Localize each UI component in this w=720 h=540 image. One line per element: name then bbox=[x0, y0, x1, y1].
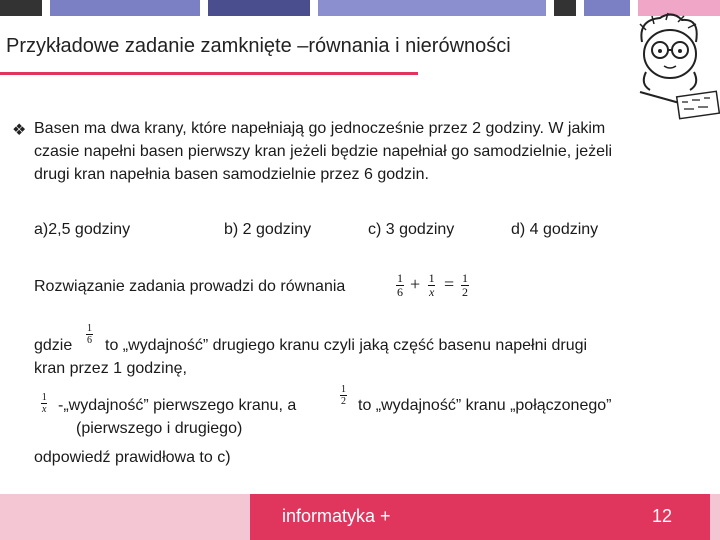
combined-tap-note: (pierwszego i drugiego) bbox=[76, 420, 243, 437]
top-bar-segment bbox=[208, 0, 310, 16]
top-color-bar bbox=[0, 0, 720, 16]
question-line: drugi kran napełnia basen samodzielnie przez 6 godzin. bbox=[34, 166, 429, 183]
title-underline bbox=[0, 72, 418, 75]
fraction-half: $\frac{1}{2}$ bbox=[341, 384, 346, 407]
footer-brand: informatyka + bbox=[282, 506, 391, 526]
top-bar-segment bbox=[554, 0, 576, 16]
where-word: gdzie bbox=[34, 337, 73, 354]
where-explanation-cont: kran przez 1 godzinę, bbox=[34, 360, 187, 377]
footer-bar bbox=[0, 494, 720, 540]
answer-option-a: a)2,5 godziny bbox=[34, 221, 131, 238]
student-cartoon-icon bbox=[620, 12, 720, 122]
top-bar-segment bbox=[318, 0, 546, 16]
where-fraction: $\frac{1}{6}$ bbox=[87, 323, 92, 346]
equation-fraction: $\frac{1}{6}$ bbox=[397, 271, 403, 299]
solution-intro: Rozwiązanie zadania prowadzi do równania bbox=[34, 278, 346, 295]
first-tap-explanation: -„wydajność” pierwszego kranu, a bbox=[58, 397, 297, 414]
fraction-x: $\frac{1}{x}$ bbox=[41, 392, 47, 415]
top-bar-segment bbox=[50, 0, 200, 16]
question-line: czasie napełni basen pierwszy kran jeżeli będzie napełniał go samodzielnie, jeżeli bbox=[34, 143, 613, 160]
combined-tap-explanation: to „wydajność” kranu „połączonego” bbox=[358, 397, 612, 414]
correct-answer: odpowiedź prawidłowa to c) bbox=[34, 449, 231, 466]
slide-title: Przykładowe zadanie zamknięte –równania i nierówności bbox=[6, 35, 511, 57]
answer-option-b: b) 2 godziny bbox=[224, 221, 312, 238]
page-number: 12 bbox=[652, 506, 673, 526]
where-explanation: to „wydajność” drugiego kranu czyli jaką część basenu napełni drugi bbox=[105, 337, 588, 354]
equation-fraction: $\frac{1}{2}$ bbox=[462, 271, 468, 299]
answer-option-c: c) 3 godziny bbox=[368, 221, 455, 238]
equation-fraction: $\frac{1}{x}$ bbox=[428, 271, 435, 299]
top-bar-segment bbox=[0, 0, 42, 16]
diamond-bullet-icon: ❖ bbox=[12, 122, 27, 139]
equation-equals: = bbox=[444, 274, 455, 294]
equation-plus: + bbox=[410, 274, 421, 294]
answer-option-d: d) 4 godziny bbox=[511, 221, 599, 238]
question-line: Basen ma dwa krany, które napełniają go jednocześnie przez 2 godziny. W jakim bbox=[34, 120, 606, 137]
